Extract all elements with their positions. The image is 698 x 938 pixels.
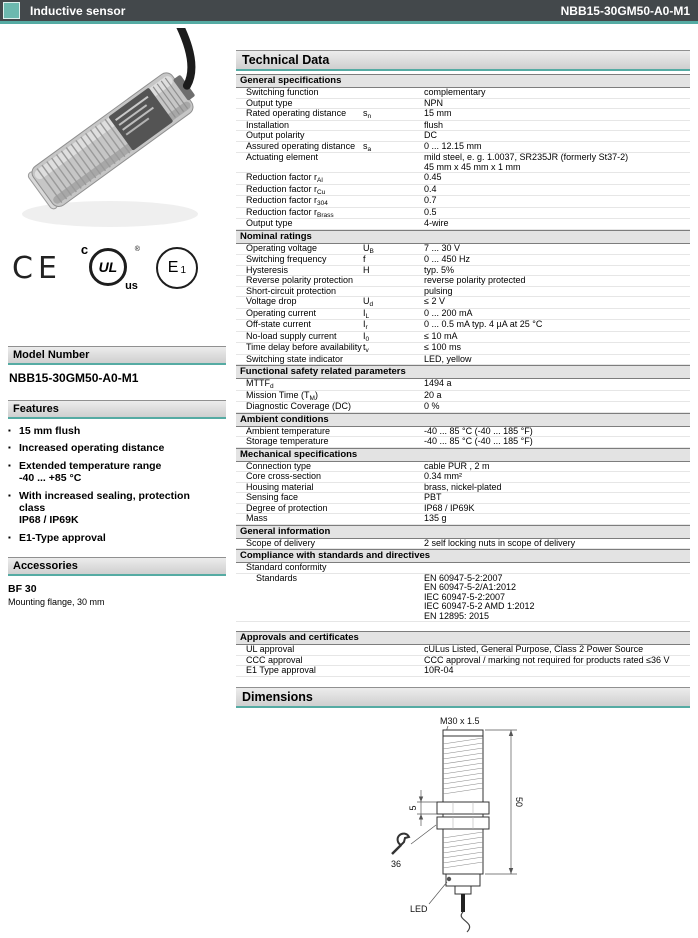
spec-row [236, 483, 690, 494]
spec-label: Mass [246, 513, 268, 523]
spec-section-header: Approvals and certificates [236, 631, 690, 645]
spec-value: 0.45 [424, 172, 442, 182]
dimensions-header: Dimensions [236, 687, 690, 708]
spec-value: NPN [424, 97, 444, 108]
features-section-header: Features [8, 400, 226, 419]
ce-mark: CE [12, 250, 62, 286]
spec-label: Ambient temperature [246, 425, 331, 436]
spec-symbol: $I_r$ [363, 319, 368, 331]
spec-label: Voltage drop [246, 296, 297, 306]
spec-symbol [363, 276, 424, 286]
feature-text: 15 mm flush [19, 425, 81, 437]
spec-symbol [363, 196, 424, 207]
spec-value: reverse polarity protected [424, 275, 526, 285]
spec-row [236, 514, 690, 525]
feature-item [8, 532, 226, 544]
spec-row [236, 109, 690, 121]
spec-row [236, 574, 690, 623]
spec-label: Rated operating distance [246, 108, 347, 118]
dim-label-wrench-size: 36 [391, 858, 402, 869]
ul-mark-us: us [125, 280, 138, 292]
spec-value: 15 mm [424, 108, 452, 118]
spec-label: Core cross-section [246, 471, 322, 481]
product-type-title: Inductive sensor [30, 3, 126, 18]
spec-value: 135 g [424, 513, 447, 523]
spec-label: Off-state current [246, 319, 311, 329]
spec-symbol [363, 427, 424, 437]
spec-row [236, 88, 690, 99]
technical-data-header: Technical Data [236, 50, 690, 71]
spec-row [236, 153, 690, 173]
feature-item [8, 460, 226, 485]
spec-row [236, 539, 690, 550]
spec-label: Switching frequency [246, 254, 327, 264]
spec-label: Sensing face [246, 492, 299, 502]
sensing-face [443, 730, 483, 736]
spec-label: Reduction factor $r_{Al}$ [246, 172, 323, 184]
dimension-drawing [333, 714, 593, 938]
spec-row [236, 196, 690, 208]
spec-value: 0 ... 200 mA [424, 307, 473, 318]
spec-section-header: General specifications [236, 74, 690, 88]
spec-label: Actuating element [246, 152, 319, 162]
header-model-number: NBB15-30GM50-A0-M1 [560, 3, 690, 18]
bullet-icon: ▪ [8, 490, 11, 500]
product-photo [8, 28, 226, 240]
spec-symbol [363, 121, 424, 131]
spec-symbol: $s_n$ [363, 108, 372, 120]
spec-row [236, 666, 690, 677]
spec-label: Storage temperature [246, 436, 329, 446]
spec-value: 0.5 [424, 206, 437, 217]
spec-value: PBT [424, 492, 442, 502]
spec-value: 0.4 [424, 183, 437, 194]
spec-value: IP68 / IP69K [424, 502, 475, 513]
spec-label: Standards [256, 572, 298, 583]
spec-label: Output type [246, 218, 293, 228]
spec-label: Scope of delivery [246, 537, 316, 548]
feature-item [8, 490, 226, 527]
spec-value: 0.7 [424, 195, 437, 205]
e1-approval-mark [156, 247, 198, 289]
spec-row [236, 355, 690, 366]
cul-us-mark [80, 242, 140, 292]
spec-label: Switching state indicator [246, 353, 344, 364]
spec-value: brass, nickel-plated [424, 481, 502, 492]
spec-row [236, 472, 690, 483]
spec-symbol [363, 504, 424, 514]
spec-symbol [363, 99, 424, 109]
page-header [0, 0, 698, 24]
technical-data-table [236, 74, 690, 677]
bullet-icon: ▪ [8, 426, 11, 435]
model-number-value: NBB15-30GM50-A0-M1 [9, 371, 139, 385]
spec-label: Standard conformity [246, 562, 327, 572]
feature-text: Extended temperature range -40 ... +85 °C [19, 459, 162, 485]
dim-label-thread: M30 x 1.5 [440, 715, 480, 726]
spec-row [236, 437, 690, 448]
feature-item [8, 425, 226, 437]
spec-label: Installation [246, 119, 290, 130]
certification-marks [8, 240, 226, 296]
ul-registered-icon: ® [134, 246, 140, 253]
spec-row [236, 208, 690, 220]
accessory-description: Mounting flange, 30 mm [8, 597, 105, 607]
spec-label: Reverse polarity protection [246, 275, 354, 285]
spec-row [236, 563, 690, 574]
spec-symbol [363, 656, 424, 666]
spec-value: LED, yellow [424, 353, 472, 364]
spec-symbol: $s_a$ [363, 140, 372, 153]
spec-symbol [363, 483, 424, 493]
spec-symbol [363, 645, 424, 655]
spec-value: cULus Listed, General Purpose, Class 2 Power Source [424, 644, 644, 654]
bullet-icon: ▪ [8, 460, 11, 470]
spec-label: Assured operating distance [246, 140, 356, 151]
accessory-name: BF 30 [8, 583, 37, 595]
spec-symbol [363, 88, 424, 98]
spec-symbol [363, 185, 424, 196]
spec-label: Connection type [246, 460, 312, 471]
spec-value: 0 % [424, 401, 440, 411]
spec-symbol [363, 402, 424, 412]
spec-symbol: f [363, 254, 366, 264]
spec-row [236, 379, 690, 391]
spec-row [236, 276, 690, 287]
spec-row [236, 255, 690, 266]
spec-value: -40 ... 85 °C (-40 ... 185 °F) [424, 425, 533, 436]
spec-value: 0 ... 0.5 mA typ. 4 µA at 25 °C [424, 319, 543, 329]
spec-symbol [363, 173, 424, 184]
feature-text: With increased sealing, protection class IP68 / IP69K [19, 489, 190, 527]
spec-label: E1 Type approval [246, 665, 316, 675]
product-photo-illustration [8, 28, 226, 240]
spec-label: Operating voltage [246, 242, 318, 253]
feature-item [8, 442, 226, 454]
led-label: LED [410, 903, 428, 914]
spec-value: EN 60947-5-2:2007 EN 60947-5-2/A1:2012 IEC 60947-5-2:2007 IEC 60947-5-2 AMD 1:2012 EN 12895: 2015 [424, 572, 535, 621]
spec-symbol [363, 153, 424, 172]
spec-value: 4-wire [424, 218, 449, 228]
spec-symbol [363, 391, 424, 402]
spec-label: Reduction factor $r_{Brass}$ [246, 206, 334, 219]
right-column [236, 28, 690, 938]
spec-symbol [363, 462, 424, 472]
spec-value: 0 ... 450 Hz [424, 254, 471, 264]
spec-row [236, 320, 690, 332]
model-number-section-header: Model Number [8, 346, 226, 365]
spec-row [236, 219, 690, 230]
spec-value: CCC approval / marking not required for products rated ≤36 V [424, 654, 670, 665]
e1-mark-letter: E [167, 259, 179, 276]
spec-symbol [363, 131, 424, 141]
spec-symbol [363, 437, 424, 447]
spec-label: Reduction factor $r_{Cu}$ [246, 183, 326, 196]
spec-row [236, 173, 690, 185]
spec-section-header: Mechanical specifications [236, 448, 690, 462]
spec-label: Degree of protection [246, 502, 328, 513]
spec-section-header: General information [236, 525, 690, 539]
spec-row [236, 493, 690, 504]
spec-label: UL approval [246, 644, 295, 654]
spec-symbol [363, 355, 424, 365]
accessories-section-header: Accessories [8, 557, 226, 576]
ul-mark-circle [89, 248, 127, 286]
spec-row [236, 504, 690, 515]
hex-nut-upper [437, 802, 489, 814]
spec-label: Time delay before availability [246, 342, 362, 352]
features-list [8, 425, 226, 544]
dim-label-length: 50 [514, 796, 524, 807]
spec-symbol: $U_B$ [363, 242, 374, 255]
spec-value: typ. 5% [424, 264, 455, 275]
spec-symbol: $U_d$ [363, 296, 374, 308]
spec-symbol: $I_L$ [363, 307, 370, 320]
spec-label: No-load supply current [246, 330, 337, 341]
spec-value [424, 563, 688, 573]
spec-symbol [363, 379, 424, 390]
dimension-drawing-wrap [236, 714, 690, 938]
spec-value: ≤ 2 V [424, 296, 445, 306]
spec-row [236, 297, 690, 309]
spec-symbol [363, 208, 424, 219]
spec-symbol [363, 563, 424, 573]
spec-label: Mission Time $(T_M)$ [246, 389, 318, 402]
spec-value: ≤ 10 mA [424, 330, 458, 341]
spec-row [236, 287, 690, 298]
spec-label: Output type [246, 97, 293, 108]
spec-label: Operating current [246, 307, 317, 318]
spec-symbol: $t_v$ [363, 342, 369, 354]
spec-value: 0 ... 12.15 mm [424, 140, 482, 151]
spec-value: complementary [424, 87, 486, 97]
section-gap [236, 622, 690, 631]
spec-section-header: Functional safety related parameters [236, 365, 690, 379]
spec-label: Hysteresis [246, 264, 289, 275]
spec-value: DC [424, 130, 437, 140]
spec-row [236, 645, 690, 656]
spec-value: flush [424, 119, 444, 130]
spec-symbol [363, 514, 424, 524]
led-indicator [447, 876, 451, 880]
spec-section-header: Nominal ratings [236, 230, 690, 244]
spec-symbol [363, 666, 424, 676]
spec-value: 2 self locking nuts in scope of delivery [424, 537, 576, 548]
spec-symbol: H [363, 264, 370, 275]
end-cap [446, 874, 480, 886]
e1-mark-number: 1 [180, 265, 187, 276]
spec-section-header: Compliance with standards and directives [236, 549, 690, 563]
ul-mark-c: c [80, 242, 89, 257]
spec-symbol [363, 472, 424, 482]
spec-label: Housing material [246, 481, 314, 492]
spec-symbol [363, 574, 424, 622]
spec-value: 10R-04 [424, 665, 454, 675]
wrench-icon [392, 833, 409, 853]
spec-symbol [363, 287, 424, 297]
spec-symbol [363, 219, 424, 229]
feature-text: Increased operating distance [19, 442, 165, 455]
spec-section-header: Ambient conditions [236, 413, 690, 427]
bullet-icon: ▪ [8, 443, 11, 453]
spec-label: Reduction factor $r_{304}$ [246, 195, 328, 207]
spec-value: cable PUR , 2 m [424, 460, 490, 471]
spec-value: 1494 a [424, 378, 452, 388]
spec-value: mild steel, e. g. 1.0037, SR235JR (formerly St37-2) 45 mm x 45 mm x 1 mm [424, 152, 629, 172]
spec-symbol [363, 493, 424, 503]
bullet-icon: ▪ [8, 532, 11, 542]
spec-label: Short-circuit protection [246, 285, 337, 296]
spec-label: $MTTF_d$ [246, 378, 274, 390]
spec-symbol: $I_0$ [363, 330, 370, 343]
spec-label: Switching function [246, 87, 319, 97]
page-content [0, 24, 698, 938]
spec-label: Output polarity [246, 130, 305, 140]
spec-value: pulsing [424, 285, 453, 296]
brand-square-icon [3, 2, 20, 19]
left-column [8, 28, 226, 938]
spec-label: Diagnostic Coverage (DC) [246, 401, 352, 411]
feature-text: E1-Type approval [19, 531, 106, 544]
hex-nut-lower [437, 817, 489, 829]
dim-label-nut-height: 5 [408, 804, 418, 811]
ul-mark-letters: UL [98, 259, 118, 275]
spec-value: -40 ... 85 °C (-40 ... 185 °F) [424, 436, 533, 446]
spec-symbol [363, 539, 424, 549]
spec-value: 20 a [424, 389, 442, 400]
spec-row [236, 131, 690, 142]
spec-row [236, 343, 690, 355]
spec-row [236, 402, 690, 413]
spec-label: CCC approval [246, 654, 303, 665]
cable-gland [455, 886, 471, 894]
spec-value: 0.34 mm² [424, 471, 463, 481]
spec-value: ≤ 100 ms [424, 342, 461, 352]
spec-value: 7 ... 30 V [424, 242, 461, 253]
